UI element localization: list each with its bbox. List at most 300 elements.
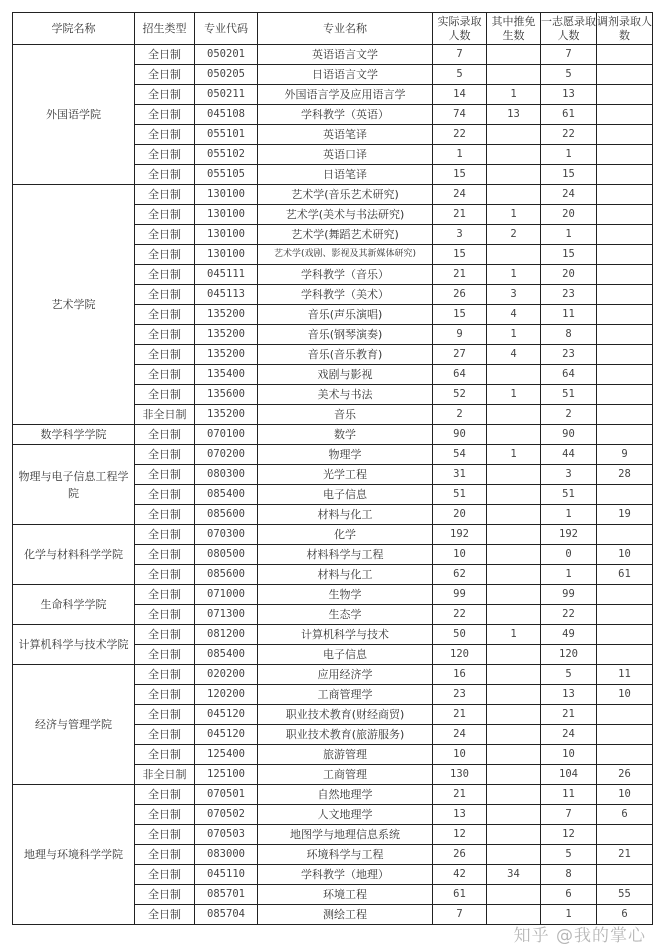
major-code: 130100 [195, 185, 258, 205]
college-name: 化学与材料科学学院 [13, 525, 135, 585]
exempt-count: 4 [487, 305, 541, 325]
first-choice-count: 5 [541, 65, 597, 85]
major-name: 地图学与地理信息系统 [258, 825, 433, 845]
first-choice-count: 104 [541, 765, 597, 785]
adjusted-count [597, 85, 653, 105]
college-name: 外国语学院 [13, 45, 135, 185]
actual-count: 130 [433, 765, 487, 785]
enroll-type: 全日制 [135, 245, 195, 265]
exempt-count: 1 [487, 85, 541, 105]
major-name: 职业技术教育(财经商贸) [258, 705, 433, 725]
major-name: 音乐(钢琴演奏) [258, 325, 433, 345]
college-name: 地理与环境科学学院 [13, 785, 135, 925]
first-choice-count: 7 [541, 45, 597, 65]
actual-count: 26 [433, 845, 487, 865]
enroll-type: 全日制 [135, 605, 195, 625]
exempt-count: 1 [487, 205, 541, 225]
first-choice-count: 192 [541, 525, 597, 545]
first-choice-count: 90 [541, 425, 597, 445]
major-code: 125400 [195, 745, 258, 765]
first-choice-count: 20 [541, 205, 597, 225]
major-code: 070100 [195, 425, 258, 445]
major-code: 130100 [195, 245, 258, 265]
adjusted-count [597, 625, 653, 645]
actual-count: 12 [433, 825, 487, 845]
major-code: 135200 [195, 345, 258, 365]
enroll-type: 非全日制 [135, 405, 195, 425]
actual-count: 99 [433, 585, 487, 605]
major-code: 045120 [195, 725, 258, 745]
major-code: 070300 [195, 525, 258, 545]
header-first-choice: 一志愿录取人数 [541, 13, 597, 45]
major-name: 英语语言文学 [258, 45, 433, 65]
major-code: 080500 [195, 545, 258, 565]
exempt-count [487, 405, 541, 425]
exempt-count: 4 [487, 345, 541, 365]
exempt-count [487, 185, 541, 205]
major-code: 045120 [195, 705, 258, 725]
first-choice-count: 1 [541, 905, 597, 925]
actual-count: 15 [433, 305, 487, 325]
table-row [13, 445, 653, 465]
enroll-type: 全日制 [135, 865, 195, 885]
exempt-count [487, 885, 541, 905]
first-choice-count: 5 [541, 845, 597, 865]
actual-count: 9 [433, 325, 487, 345]
actual-count: 1 [433, 145, 487, 165]
exempt-count [487, 545, 541, 565]
exempt-count [487, 485, 541, 505]
major-name: 应用经济学 [258, 665, 433, 685]
admission-table [12, 12, 653, 925]
adjusted-count [597, 205, 653, 225]
actual-count: 22 [433, 605, 487, 625]
major-code: 081200 [195, 625, 258, 645]
major-name: 人文地理学 [258, 805, 433, 825]
adjusted-count [597, 365, 653, 385]
major-code: 135200 [195, 405, 258, 425]
actual-count: 50 [433, 625, 487, 645]
adjusted-count [597, 225, 653, 245]
major-name: 英语口译 [258, 145, 433, 165]
major-name: 旅游管理 [258, 745, 433, 765]
actual-count: 192 [433, 525, 487, 545]
actual-count: 15 [433, 245, 487, 265]
enroll-type: 全日制 [135, 265, 195, 285]
first-choice-count: 15 [541, 165, 597, 185]
enroll-type: 全日制 [135, 185, 195, 205]
exempt-count [487, 825, 541, 845]
exempt-count [487, 565, 541, 585]
first-choice-count: 24 [541, 725, 597, 745]
major-name: 学科教学（英语） [258, 105, 433, 125]
major-code: 130100 [195, 205, 258, 225]
enroll-type: 全日制 [135, 465, 195, 485]
exempt-count [487, 665, 541, 685]
table-row [13, 785, 653, 805]
first-choice-count: 20 [541, 265, 597, 285]
major-code: 135200 [195, 305, 258, 325]
first-choice-count: 3 [541, 465, 597, 485]
exempt-count [487, 745, 541, 765]
major-name: 自然地理学 [258, 785, 433, 805]
first-choice-count: 5 [541, 665, 597, 685]
major-code: 045110 [195, 865, 258, 885]
major-name: 学科教学（地理） [258, 865, 433, 885]
major-name: 环境科学与工程 [258, 845, 433, 865]
first-choice-count: 51 [541, 385, 597, 405]
exempt-count [487, 805, 541, 825]
enroll-type: 全日制 [135, 145, 195, 165]
table-row [13, 625, 653, 645]
major-name: 材料与化工 [258, 565, 433, 585]
actual-count: 22 [433, 125, 487, 145]
major-name: 美术与书法 [258, 385, 433, 405]
adjusted-count: 10 [597, 545, 653, 565]
first-choice-count: 13 [541, 85, 597, 105]
exempt-count [487, 165, 541, 185]
enroll-type: 全日制 [135, 685, 195, 705]
enroll-type: 全日制 [135, 425, 195, 445]
enroll-type: 全日制 [135, 525, 195, 545]
actual-count: 7 [433, 905, 487, 925]
actual-count: 10 [433, 745, 487, 765]
enroll-type: 全日制 [135, 85, 195, 105]
adjusted-count: 28 [597, 465, 653, 485]
adjusted-count [597, 425, 653, 445]
header-type: 招生类型 [135, 13, 195, 45]
exempt-count [487, 905, 541, 925]
enroll-type: 全日制 [135, 845, 195, 865]
first-choice-count: 8 [541, 865, 597, 885]
adjusted-count [597, 245, 653, 265]
exempt-count: 1 [487, 265, 541, 285]
adjusted-count: 55 [597, 885, 653, 905]
adjusted-count [597, 305, 653, 325]
major-name: 戏剧与影视 [258, 365, 433, 385]
adjusted-count [597, 585, 653, 605]
actual-count: 21 [433, 265, 487, 285]
exempt-count [487, 845, 541, 865]
actual-count: 64 [433, 365, 487, 385]
college-name: 数学科学学院 [13, 425, 135, 445]
first-choice-count: 44 [541, 445, 597, 465]
college-name: 艺术学院 [13, 185, 135, 425]
major-name: 外国语言学及应用语言学 [258, 85, 433, 105]
first-choice-count: 49 [541, 625, 597, 645]
enroll-type: 全日制 [135, 125, 195, 145]
exempt-count: 1 [487, 325, 541, 345]
adjusted-count [597, 285, 653, 305]
exempt-count [487, 525, 541, 545]
exempt-count [487, 125, 541, 145]
adjusted-count [597, 385, 653, 405]
major-code: 135200 [195, 325, 258, 345]
first-choice-count: 7 [541, 805, 597, 825]
adjusted-count [597, 725, 653, 745]
exempt-count [487, 425, 541, 445]
exempt-count: 34 [487, 865, 541, 885]
major-code: 071000 [195, 585, 258, 605]
adjusted-count [597, 105, 653, 125]
adjusted-count: 6 [597, 905, 653, 925]
exempt-count [487, 45, 541, 65]
first-choice-count: 8 [541, 325, 597, 345]
major-name: 数学 [258, 425, 433, 445]
major-name: 生物学 [258, 585, 433, 605]
actual-count: 2 [433, 405, 487, 425]
enroll-type: 全日制 [135, 745, 195, 765]
enroll-type: 全日制 [135, 45, 195, 65]
exempt-count: 2 [487, 225, 541, 245]
exempt-count: 13 [487, 105, 541, 125]
major-code: 070501 [195, 785, 258, 805]
actual-count: 26 [433, 285, 487, 305]
major-code: 083000 [195, 845, 258, 865]
major-name: 光学工程 [258, 465, 433, 485]
adjusted-count [597, 745, 653, 765]
enroll-type: 全日制 [135, 625, 195, 645]
adjusted-count [597, 825, 653, 845]
major-name: 音乐 [258, 405, 433, 425]
first-choice-count: 51 [541, 485, 597, 505]
major-name: 音乐(声乐演唱) [258, 305, 433, 325]
college-name: 计算机科学与技术学院 [13, 625, 135, 665]
actual-count: 90 [433, 425, 487, 445]
major-code: 070503 [195, 825, 258, 845]
first-choice-count: 15 [541, 245, 597, 265]
major-name: 日语语言文学 [258, 65, 433, 85]
adjusted-count [597, 865, 653, 885]
first-choice-count: 1 [541, 565, 597, 585]
actual-count: 24 [433, 725, 487, 745]
enroll-type: 全日制 [135, 225, 195, 245]
major-code: 070200 [195, 445, 258, 465]
enroll-type: 全日制 [135, 385, 195, 405]
exempt-count [487, 785, 541, 805]
actual-count: 42 [433, 865, 487, 885]
adjusted-count [597, 185, 653, 205]
enroll-type: 全日制 [135, 805, 195, 825]
actual-count: 21 [433, 705, 487, 725]
major-code: 055102 [195, 145, 258, 165]
adjusted-count [597, 65, 653, 85]
actual-count: 21 [433, 205, 487, 225]
enroll-type: 全日制 [135, 285, 195, 305]
major-name: 学科教学（音乐） [258, 265, 433, 285]
adjusted-count: 9 [597, 445, 653, 465]
major-name: 化学 [258, 525, 433, 545]
first-choice-count: 11 [541, 785, 597, 805]
exempt-count [487, 765, 541, 785]
table-row [13, 425, 653, 445]
adjusted-count [597, 705, 653, 725]
major-name: 音乐(音乐教育) [258, 345, 433, 365]
table-row [13, 185, 653, 205]
major-name: 计算机科学与技术 [258, 625, 433, 645]
major-code: 050201 [195, 45, 258, 65]
exempt-count [487, 465, 541, 485]
major-code: 080300 [195, 465, 258, 485]
major-code: 085704 [195, 905, 258, 925]
exempt-count [487, 585, 541, 605]
enroll-type: 全日制 [135, 545, 195, 565]
actual-count: 13 [433, 805, 487, 825]
adjusted-count [597, 265, 653, 285]
header-actual: 实际录取人数 [433, 13, 487, 45]
major-code: 045111 [195, 265, 258, 285]
first-choice-count: 2 [541, 405, 597, 425]
major-code: 071300 [195, 605, 258, 625]
major-name: 物理学 [258, 445, 433, 465]
header-row [13, 13, 653, 45]
first-choice-count: 120 [541, 645, 597, 665]
adjusted-count: 61 [597, 565, 653, 585]
major-name: 生态学 [258, 605, 433, 625]
actual-count: 15 [433, 165, 487, 185]
first-choice-count: 21 [541, 705, 597, 725]
major-code: 050211 [195, 85, 258, 105]
major-name: 工商管理 [258, 765, 433, 785]
enroll-type: 全日制 [135, 825, 195, 845]
major-name: 艺术学(舞蹈艺术研究) [258, 225, 433, 245]
actual-count: 3 [433, 225, 487, 245]
actual-count: 7 [433, 45, 487, 65]
actual-count: 27 [433, 345, 487, 365]
first-choice-count: 99 [541, 585, 597, 605]
adjusted-count: 10 [597, 785, 653, 805]
enroll-type: 全日制 [135, 365, 195, 385]
exempt-count [487, 365, 541, 385]
major-name: 电子信息 [258, 485, 433, 505]
actual-count: 20 [433, 505, 487, 525]
major-name: 材料科学与工程 [258, 545, 433, 565]
major-code: 085701 [195, 885, 258, 905]
enroll-type: 全日制 [135, 505, 195, 525]
major-code: 055101 [195, 125, 258, 145]
adjusted-count: 19 [597, 505, 653, 525]
adjusted-count [597, 45, 653, 65]
first-choice-count: 6 [541, 885, 597, 905]
major-code: 135600 [195, 385, 258, 405]
exempt-count [487, 245, 541, 265]
first-choice-count: 22 [541, 125, 597, 145]
major-name: 材料与化工 [258, 505, 433, 525]
actual-count: 10 [433, 545, 487, 565]
major-code: 045113 [195, 285, 258, 305]
actual-count: 5 [433, 65, 487, 85]
major-code: 085400 [195, 645, 258, 665]
enroll-type: 全日制 [135, 885, 195, 905]
actual-count: 61 [433, 885, 487, 905]
exempt-count: 1 [487, 445, 541, 465]
adjusted-count: 11 [597, 665, 653, 685]
table-row [13, 585, 653, 605]
major-code: 120200 [195, 685, 258, 705]
major-code: 045108 [195, 105, 258, 125]
college-name: 经济与管理学院 [13, 665, 135, 785]
major-name: 学科教学（美术） [258, 285, 433, 305]
enroll-type: 全日制 [135, 65, 195, 85]
adjusted-count [597, 165, 653, 185]
exempt-count [487, 645, 541, 665]
table-row [13, 45, 653, 65]
exempt-count [487, 605, 541, 625]
actual-count: 62 [433, 565, 487, 585]
major-name: 艺术学(美术与书法研究) [258, 205, 433, 225]
enroll-type: 全日制 [135, 645, 195, 665]
header-adjusted: 调剂录取人数 [597, 13, 653, 45]
major-name: 测绘工程 [258, 905, 433, 925]
enroll-type: 全日制 [135, 905, 195, 925]
enroll-type: 全日制 [135, 585, 195, 605]
enroll-type: 全日制 [135, 665, 195, 685]
actual-count: 23 [433, 685, 487, 705]
adjusted-count [597, 405, 653, 425]
table-row [13, 525, 653, 545]
table-body [13, 45, 653, 925]
adjusted-count [597, 325, 653, 345]
header-college: 学院名称 [13, 13, 135, 45]
actual-count: 14 [433, 85, 487, 105]
first-choice-count: 23 [541, 345, 597, 365]
actual-count: 24 [433, 185, 487, 205]
actual-count: 31 [433, 465, 487, 485]
adjusted-count [597, 605, 653, 625]
first-choice-count: 0 [541, 545, 597, 565]
major-code: 085600 [195, 505, 258, 525]
major-name: 日语笔译 [258, 165, 433, 185]
major-code: 135400 [195, 365, 258, 385]
adjusted-count [597, 485, 653, 505]
exempt-count [487, 705, 541, 725]
adjusted-count: 21 [597, 845, 653, 865]
major-name: 职业技术教育(旅游服务) [258, 725, 433, 745]
major-name: 英语笔译 [258, 125, 433, 145]
adjusted-count [597, 345, 653, 365]
adjusted-count: 10 [597, 685, 653, 705]
enroll-type: 非全日制 [135, 765, 195, 785]
first-choice-count: 11 [541, 305, 597, 325]
table-row [13, 665, 653, 685]
first-choice-count: 23 [541, 285, 597, 305]
adjusted-count [597, 645, 653, 665]
adjusted-count [597, 525, 653, 545]
first-choice-count: 1 [541, 145, 597, 165]
enroll-type: 全日制 [135, 565, 195, 585]
major-code: 020200 [195, 665, 258, 685]
first-choice-count: 12 [541, 825, 597, 845]
enroll-type: 全日制 [135, 785, 195, 805]
major-code: 070502 [195, 805, 258, 825]
first-choice-count: 10 [541, 745, 597, 765]
enroll-type: 全日制 [135, 485, 195, 505]
adjusted-count [597, 125, 653, 145]
exempt-count [487, 65, 541, 85]
first-choice-count: 22 [541, 605, 597, 625]
actual-count: 54 [433, 445, 487, 465]
major-name: 工商管理学 [258, 685, 433, 705]
adjusted-count: 6 [597, 805, 653, 825]
first-choice-count: 1 [541, 505, 597, 525]
enroll-type: 全日制 [135, 725, 195, 745]
major-name: 艺术学(戏剧、影视及其新媒体研究) [258, 245, 433, 265]
enroll-type: 全日制 [135, 345, 195, 365]
enroll-type: 全日制 [135, 165, 195, 185]
first-choice-count: 1 [541, 225, 597, 245]
adjusted-count: 26 [597, 765, 653, 785]
exempt-count: 3 [487, 285, 541, 305]
